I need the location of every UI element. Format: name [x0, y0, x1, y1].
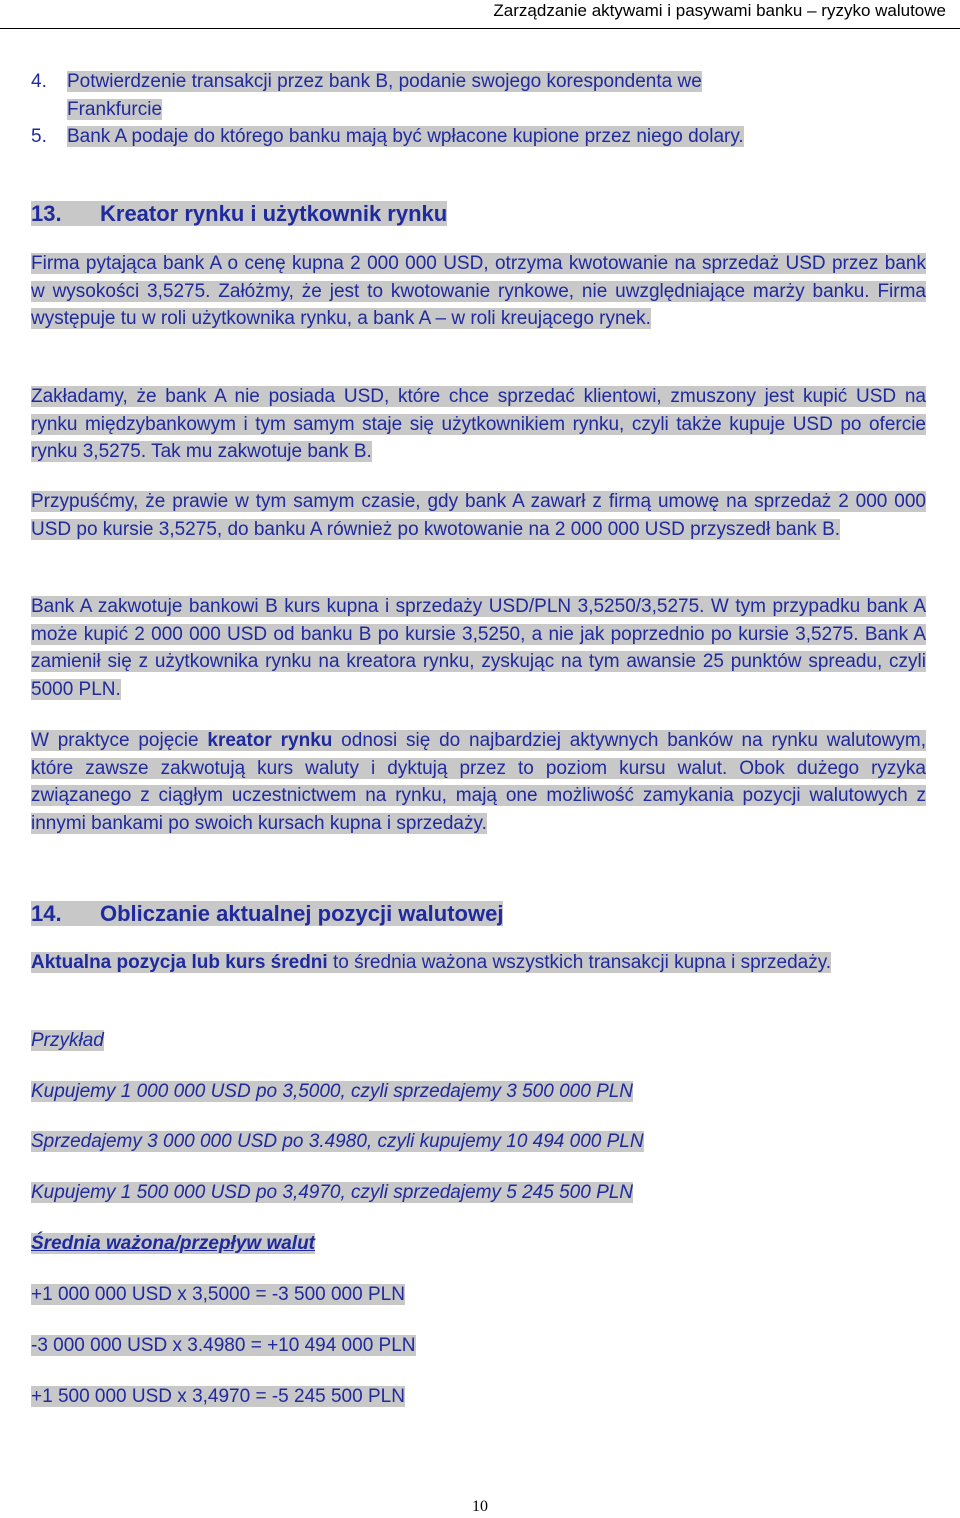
- list-item-4: [31, 68, 926, 123]
- list-number: 5.: [31, 126, 47, 147]
- section-title: Obliczanie aktualnej pozycji walutowej: [100, 901, 504, 926]
- header-title: Zarządzanie aktywami i pasywami banku – ryzyko walutowe: [493, 1, 946, 20]
- example-label: Przykład: [31, 1030, 104, 1051]
- list-number: 4.: [31, 71, 47, 92]
- section-14-heading: [31, 900, 926, 928]
- term-kreator-rynku: kreator rynku: [207, 730, 333, 751]
- section-number: 13.: [31, 201, 62, 226]
- flow-line-2: -3 000 000 USD x 3.4980 = +10 494 000 PLN: [31, 1335, 416, 1356]
- list-text: Bank A podaje do którego banku mają być wpłacone kupione przez niego dolary.: [67, 126, 744, 147]
- list-text-cont: Frankfurcie: [67, 98, 163, 120]
- weighted-average-label: Średnia ważona/przepływ walut: [31, 1233, 316, 1254]
- section-number: 14.: [31, 901, 62, 926]
- page-header: [0, 0, 960, 29]
- definition-paragraph: Aktualna pozycja lub kurs średni to średnia ważona wszystkich transakcji kupna i sprzedaży.: [31, 952, 832, 973]
- section-13-heading: [31, 200, 926, 228]
- definition-term: Aktualna pozycja lub kurs średni: [31, 952, 328, 973]
- example-line-3: Kupujemy 1 500 000 USD po 3,4970, czyli sprzedajemy 5 245 500 PLN: [31, 1182, 634, 1203]
- flow-line-3: +1 500 000 USD x 3,4970 = -5 245 500 PLN: [31, 1386, 405, 1407]
- paragraph-5: W praktyce pojęcie kreator rynku odnosi się do najbardziej aktywnych banków na rynku walutowym, które zawsze zakwotują kurs waluty i dyktują przez to poziom kursu walut. Obok dużego ryzyka związanego z ciągłym uczestnictwem na rynku, mają one możliwość zamykania pozycji walutowych z innymi bankami po swoich kursach kupna i sprzedaży.: [31, 730, 926, 834]
- paragraph-2: Zakładamy, że bank A nie posiada USD, które chce sprzedać klientowi, zmuszony jest kupić USD na rynku międzybankowym i tym samym staje się użytkownikiem rynku, czyli także kupuje USD po ofercie rynku 3,5275. Tak mu zakwotuje bank B.: [31, 386, 926, 462]
- paragraph-3: Przypuśćmy, że prawie w tym samym czasie, gdy bank A zawarł z firmą umowę na sprzedaż 2 000 000 USD po kursie 3,5275, do banku A również po kwotowanie na 2 000 000 USD przyszedł bank B.: [31, 491, 926, 540]
- paragraph-4: Bank A zakwotuje bankowi B kurs kupna i sprzedaży USD/PLN 3,5250/3,5275. W tym przypadku bank A może kupić 2 000 000 USD od banku B po kursie 3,5250, a nie jak poprzednio po kursie 3,5275. Bank A zamienił się z użytkownika rynku na kreatora rynku, zyskując na tym awansie 25 punktów spreadu, czyli 5000 PLN.: [31, 596, 926, 700]
- list-text: Potwierdzenie transakcji przez bank B, podanie swojego korespondenta we: [67, 71, 702, 92]
- flow-line-1: +1 000 000 USD x 3,5000 = -3 500 000 PLN: [31, 1284, 405, 1305]
- list-item-5: [31, 123, 926, 151]
- section-title: Kreator rynku i użytkownik rynku: [100, 201, 448, 226]
- paragraph-1: Firma pytająca bank A o cenę kupna 2 000 000 USD, otrzyma kwotowanie na sprzedaż USD przez bank w wysokości 3,5275. Załóżmy, że jest to kwotowanie rynkowe, nie uwzględniające marży banku. Firma występuje tu w roli użytkownika rynku, a bank A – w roli kreującego rynek.: [31, 253, 926, 329]
- example-line-2: Sprzedajemy 3 000 000 USD po 3.4980, czyli kupujemy 10 494 000 PLN: [31, 1131, 644, 1152]
- example-line-1: Kupujemy 1 000 000 USD po 3,5000, czyli sprzedajemy 3 500 000 PLN: [31, 1081, 634, 1102]
- page-number: 10: [472, 1498, 488, 1515]
